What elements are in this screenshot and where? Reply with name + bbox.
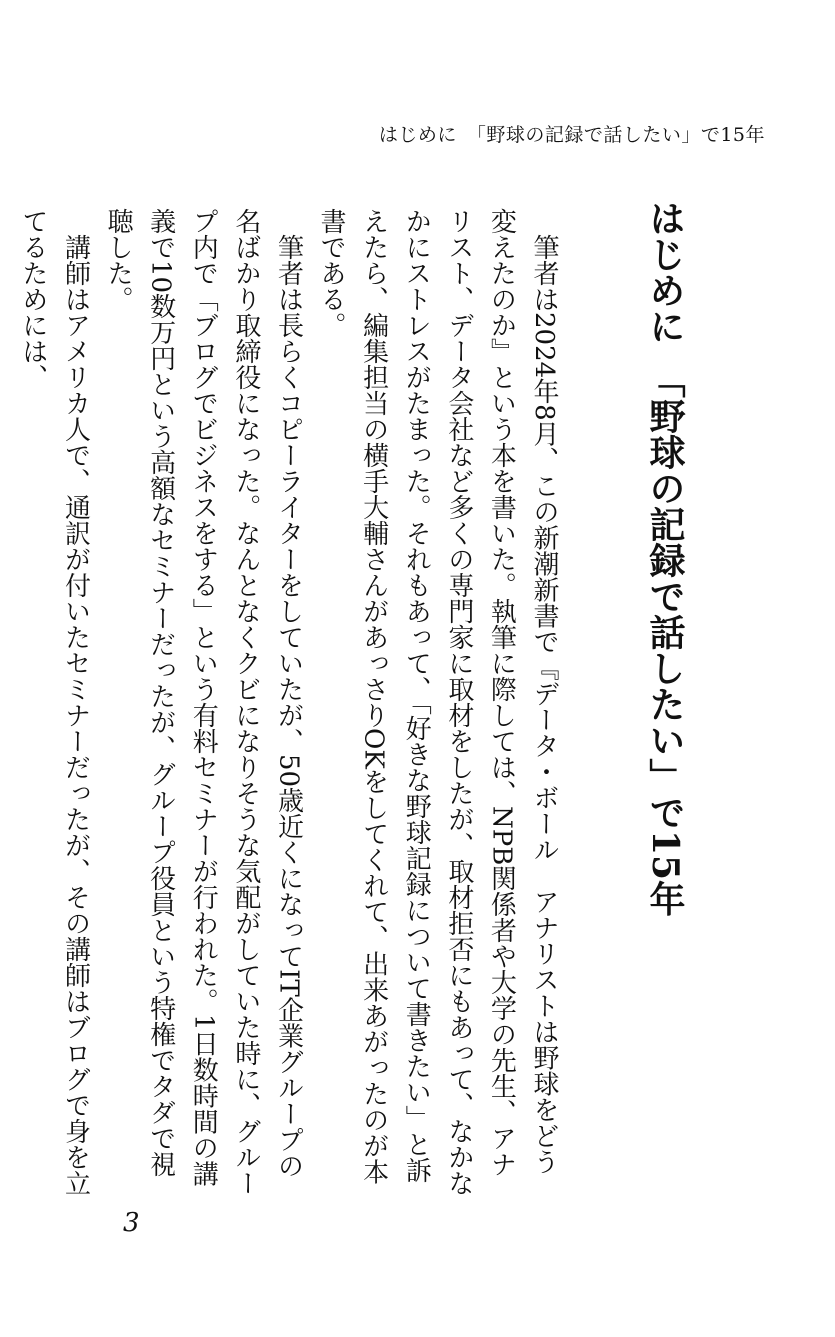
paragraph: 筆者は長らくコピーライターをしていたが、50歳近くになってIT企業グループの名ばかり取締役になった。なんとなくクビになりそうな気配がしていた時に、グループ内で「ブログでビジネスをする」という有料セミナーが行われた。1日数時間の講義で10数万円という高額なセミナーだったが、グループ役員という特権でタダで視聴した。 <box>103 208 304 1196</box>
body-text <box>17 208 565 1198</box>
page-number: 3 <box>123 1208 140 1238</box>
paragraph: 筆者は2024年8月、この新潮新書で『データ・ボール アナリストは野球をどう変えたのか』という本を書いた。執筆に際しては、NPB関係者や大学の先生、アナリスト、データ会社など多くの専門家に取材をしたが、取材拒否にもあって、なかなかにストレスがたまった。それもあって、「好きな野球記録について書きたい」と訴えたら、編集担当の横手大輔さんがあっさりOKをしてくれて、出来あがったのが本書である。 <box>316 208 559 1196</box>
running-head: はじめに 「野球の記録で話したい」で15年 <box>378 124 765 146</box>
chapter-title: はじめに 「野球の記録で話したい」で15年 <box>644 200 686 917</box>
paragraph: 講師はアメリカ人で、通訳が付いたセミナーだったが、その講師はブログで身を立てるためには、 <box>17 208 91 1196</box>
